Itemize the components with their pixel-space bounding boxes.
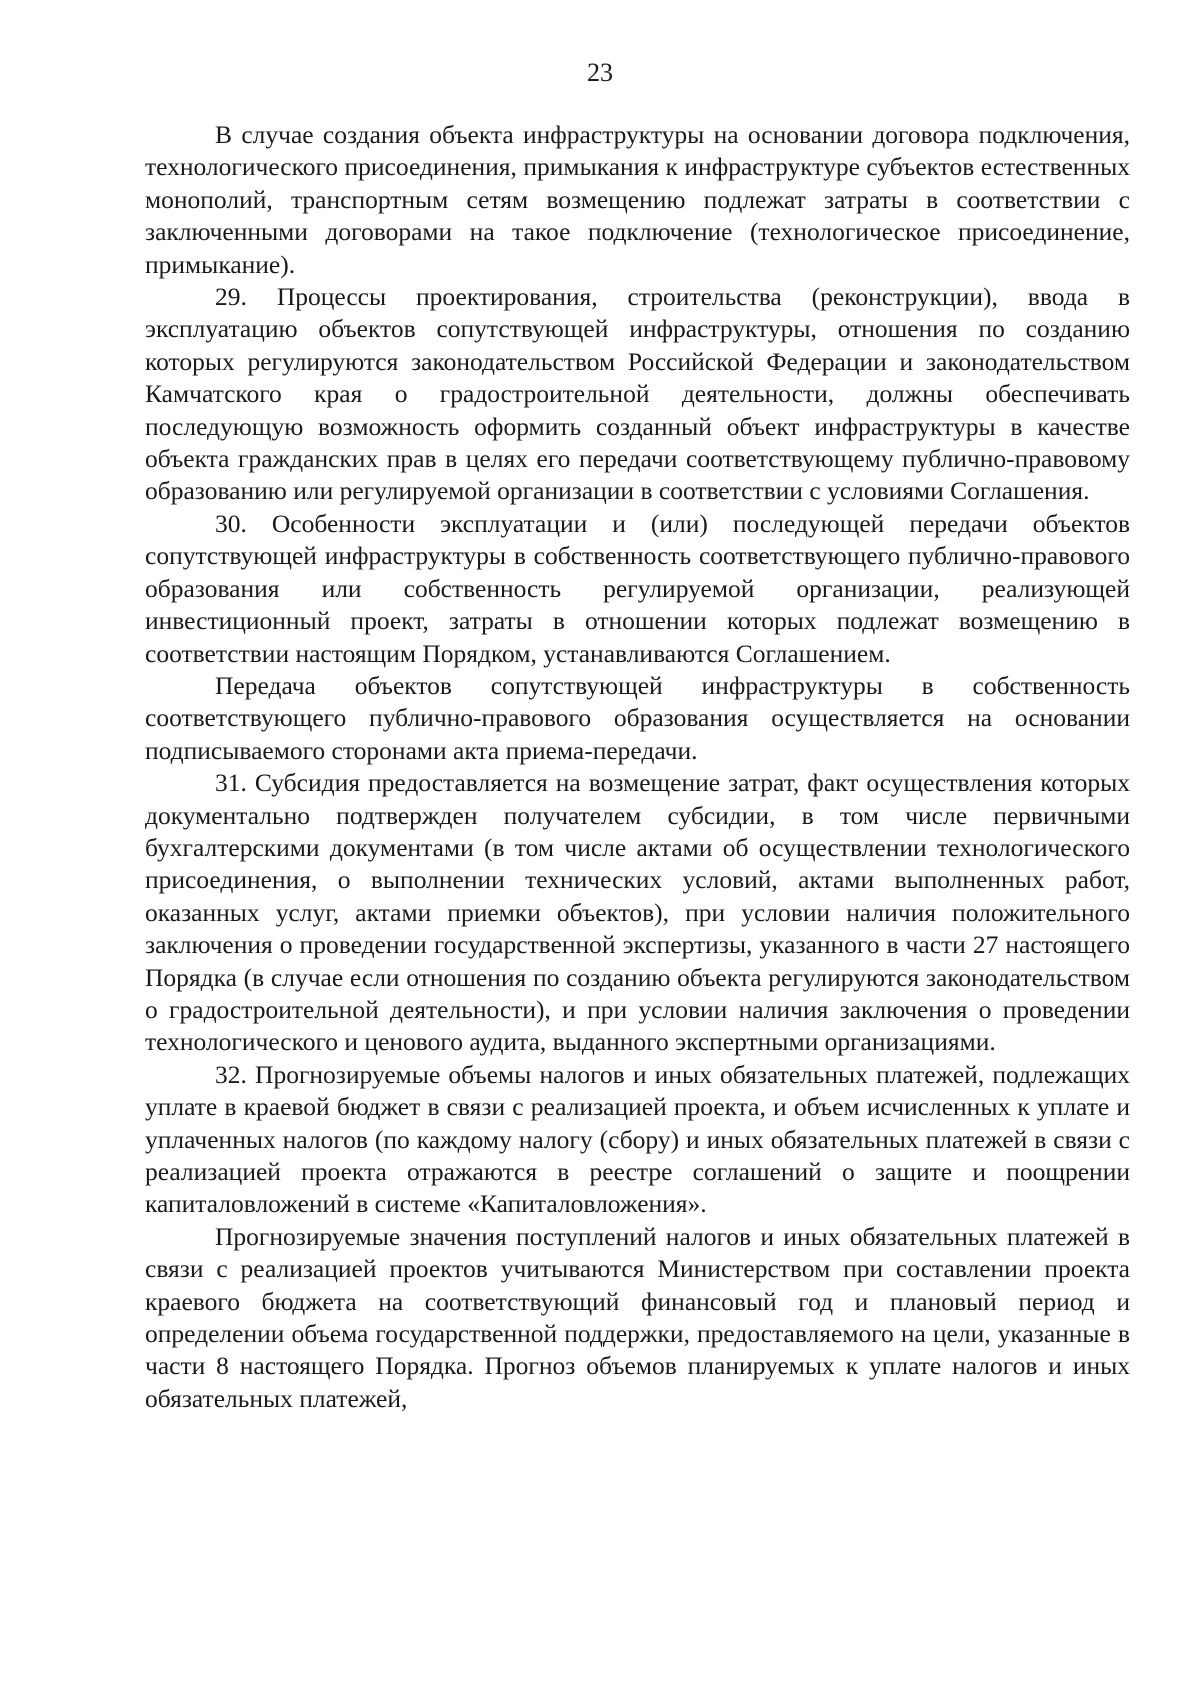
paragraph-30: 30. Особенности эксплуатации и (или) последующей передачи объектов сопутствующей инфраструктуры в собственность соответствующего публично-правового образования или собственность регулируемой организации, реализующей инвестиционный проект, затраты в отношении которых подлежат возмещению в соответствии настоящим Порядком, устанавливаются Соглашением. bbox=[145, 508, 1130, 668]
paragraph-32: 32. Прогнозируемые объемы налогов и иных обязательных платежей, подлежащих уплате в краевой бюджет в связи с реализацией проекта, и объем исчисленных к уплате и уплаченных налогов (по каждому налогу (сбору) и иных обязательных платежей в связи с реализацией проекта отражаются в реестре соглашений о защите и поощрении капиталовложений в системе «Капиталовложения». bbox=[145, 1059, 1130, 1219]
paragraph-forecast-values: Прогнозируемые значения поступлений налогов и иных обязательных платежей в связи с реализацией проектов учитываются Министерством при составлении проекта краевого бюджета на соответствующий финансовый год и плановый период и определении объема государственной поддержки, предоставляемого на цели, указанные в части 8 настоящего Порядка. Прогноз объемов планируемых к уплате налогов и иных обязательных платежей, bbox=[145, 1221, 1130, 1413]
paragraph-29: 29. Процессы проектирования, строительства (реконструкции), ввода в эксплуатацию объектов сопутствующей инфраструктуры, отношения по созданию которых регулируются законодательством Российской Федерации и законодательством Камчатского края о градостроительной деятельности, должны обеспечивать последующую возможность оформить созданный объект инфраструктуры в качестве объекта гражданских прав в целях его передачи соответствующему публично-правовому образованию или регулируемой организации в соответствии с условиями Соглашения. bbox=[145, 282, 1130, 506]
document-body bbox=[145, 119, 1130, 1415]
paragraph-transfer-act: Передача объектов сопутствующей инфраструктуры в собственность соответствующего публично-правового образования осуществляется на основании подписываемого сторонами акта приема-передачи. bbox=[145, 670, 1130, 765]
paragraph-31: 31. Субсидия предоставляется на возмещение затрат, факт осуществления которых документально подтвержден получателем субсидии, в том числе первичными бухгалтерскими документами (в том числе актами об осуществлении технологического присоединения, о выполнении технических условий, актами выполненных работ, оказанных услуг, актами приемки объектов), при условии наличия положительного заключения о проведении государственной экспертизы, указанного в части 27 настоящего Порядка (в случае если отношения по созданию объекта регулируются законодательством о градостроительной деятельности), и при условии наличия заключения о проведении технологического и ценового аудита, выданного экспертными организациями. bbox=[145, 768, 1130, 1057]
page-number: 23 bbox=[587, 58, 613, 87]
paragraph-infrastructure-connection: В случае создания объекта инфраструктуры на основании договора подключения, технологического присоединения, примыкания к инфраструктуре субъектов естественных монополий, транспортным сетям возмещению подлежат затраты в соответствии с заключенными договорами на такое подключение (технологическое присоединение, примыкание). bbox=[145, 120, 1130, 279]
